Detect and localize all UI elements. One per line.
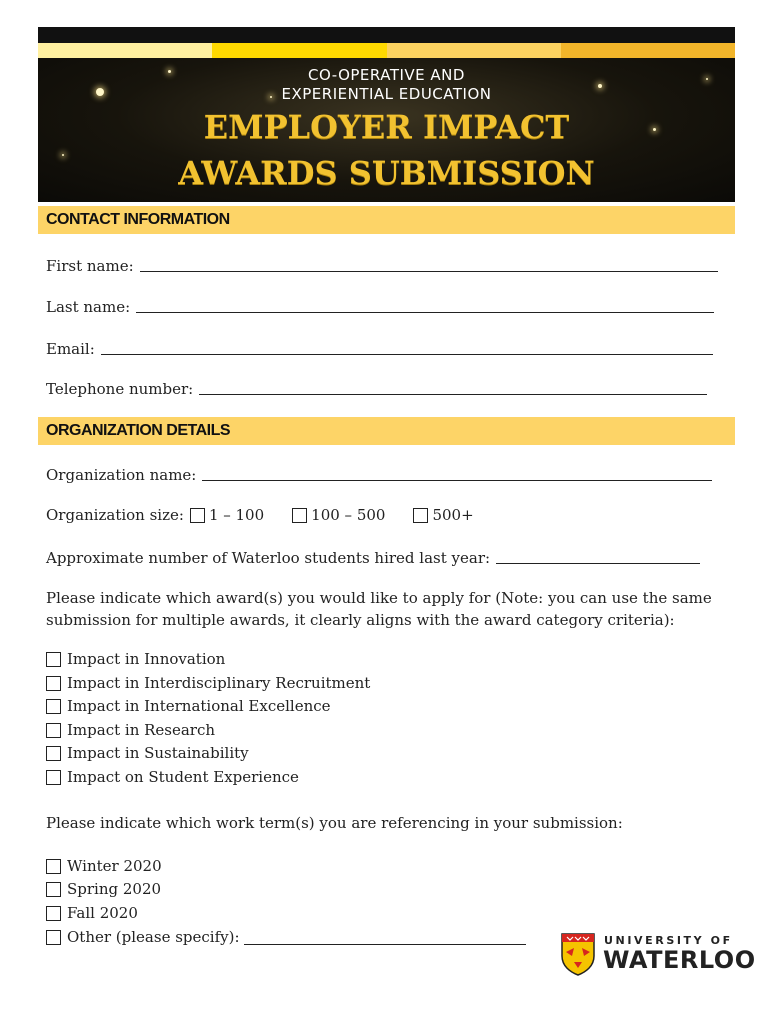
logo-university-of: UNIVERSITY OF — [604, 934, 733, 947]
term-label: Other (please specify): — [67, 928, 240, 946]
stripe-3 — [387, 43, 561, 58]
award-label: Impact on Student Experience — [67, 768, 299, 786]
term-label: Fall 2020 — [67, 904, 138, 922]
size-option-2-label: 100 – 500 — [311, 506, 386, 524]
students-hired-label: Approximate number of Waterloo students hired last year: — [46, 549, 491, 567]
other-specify-line[interactable] — [244, 930, 526, 945]
first-name-line[interactable] — [140, 270, 718, 272]
organization-name-label: Organization name: — [46, 466, 197, 484]
organization-name-line[interactable] — [202, 479, 712, 481]
email-field[interactable] — [46, 336, 713, 358]
header-subtitle-line2: EXPERIENTIAL EDUCATION — [281, 85, 492, 103]
award-label: Impact in Interdisciplinary Recruitment — [67, 674, 371, 692]
header-top-bar — [38, 27, 735, 43]
award-checkbox[interactable] — [46, 699, 61, 714]
stripe-1 — [38, 43, 212, 58]
award-label: Impact in Research — [67, 721, 216, 739]
size-option-1[interactable] — [190, 506, 264, 524]
term-option[interactable] — [46, 902, 138, 924]
waterloo-shield-icon — [560, 932, 596, 976]
last-name-field[interactable] — [46, 294, 714, 316]
last-name-line[interactable] — [136, 311, 714, 313]
students-hired-line[interactable] — [496, 562, 700, 564]
email-line[interactable] — [101, 353, 713, 355]
award-checkbox[interactable] — [46, 746, 61, 761]
award-option[interactable] — [46, 719, 215, 741]
logo-waterloo: WATERLOO — [603, 946, 756, 974]
term-checkbox[interactable] — [46, 882, 61, 897]
size-checkbox-2[interactable] — [292, 508, 307, 523]
award-label: Impact in Sustainability — [67, 744, 249, 762]
header-banner — [38, 58, 735, 202]
header-title-line2: AWARDS SUBMISSION — [178, 154, 595, 192]
university-logo — [560, 932, 756, 978]
award-option[interactable] — [46, 672, 370, 694]
size-checkbox-3[interactable] — [413, 508, 428, 523]
contact-section-title: CONTACT INFORMATION — [46, 211, 230, 228]
award-label: Impact in International Excellence — [67, 697, 331, 715]
award-checkbox[interactable] — [46, 652, 61, 667]
award-option[interactable] — [46, 695, 331, 717]
work-terms-prompt: Please indicate which work term(s) you are referencing in your submission: — [46, 814, 623, 832]
size-checkbox-1[interactable] — [190, 508, 205, 523]
organization-size-row — [46, 504, 502, 526]
organization-section-header — [38, 417, 735, 445]
term-option-other[interactable] — [46, 926, 526, 948]
award-checkbox[interactable] — [46, 676, 61, 691]
term-checkbox[interactable] — [46, 930, 61, 945]
email-label: Email: — [46, 340, 95, 358]
size-option-3[interactable] — [413, 506, 473, 524]
first-name-field[interactable] — [46, 253, 718, 275]
award-checkbox[interactable] — [46, 723, 61, 738]
award-option[interactable] — [46, 766, 299, 788]
term-option[interactable] — [46, 855, 162, 877]
size-option-1-label: 1 – 100 — [208, 506, 265, 524]
header-color-stripes — [38, 43, 735, 58]
telephone-field[interactable] — [46, 376, 707, 398]
awards-prompt: Please indicate which award(s) you would like to apply for (Note: you can use the same submission for multiple awards, it clearly aligns with the award category criteria): — [46, 589, 712, 629]
size-option-2[interactable] — [292, 506, 385, 524]
header-title-line1: EMPLOYER IMPACT — [203, 108, 570, 146]
term-checkbox[interactable] — [46, 906, 61, 921]
stripe-2 — [212, 43, 386, 58]
stripe-4 — [561, 43, 735, 58]
organization-size-label: Organization size: — [46, 506, 184, 524]
award-option[interactable] — [46, 742, 249, 764]
term-option[interactable] — [46, 878, 161, 900]
organization-section-title: ORGANIZATION DETAILS — [46, 422, 231, 439]
award-option[interactable] — [46, 648, 225, 670]
header-subtitle-line1: CO-OPERATIVE AND — [308, 66, 465, 84]
telephone-line[interactable] — [199, 393, 707, 395]
term-label: Winter 2020 — [67, 857, 162, 875]
award-label: Impact in Innovation — [67, 650, 226, 668]
term-label: Spring 2020 — [67, 880, 162, 898]
telephone-label: Telephone number: — [46, 380, 194, 398]
size-option-3-label: 500+ — [432, 506, 474, 524]
organization-name-field[interactable] — [46, 462, 712, 484]
contact-section-header — [38, 206, 735, 234]
first-name-label: First name: — [46, 257, 134, 275]
students-hired-field[interactable] — [46, 545, 700, 567]
last-name-label: Last name: — [46, 298, 131, 316]
term-checkbox[interactable] — [46, 859, 61, 874]
award-checkbox[interactable] — [46, 770, 61, 785]
